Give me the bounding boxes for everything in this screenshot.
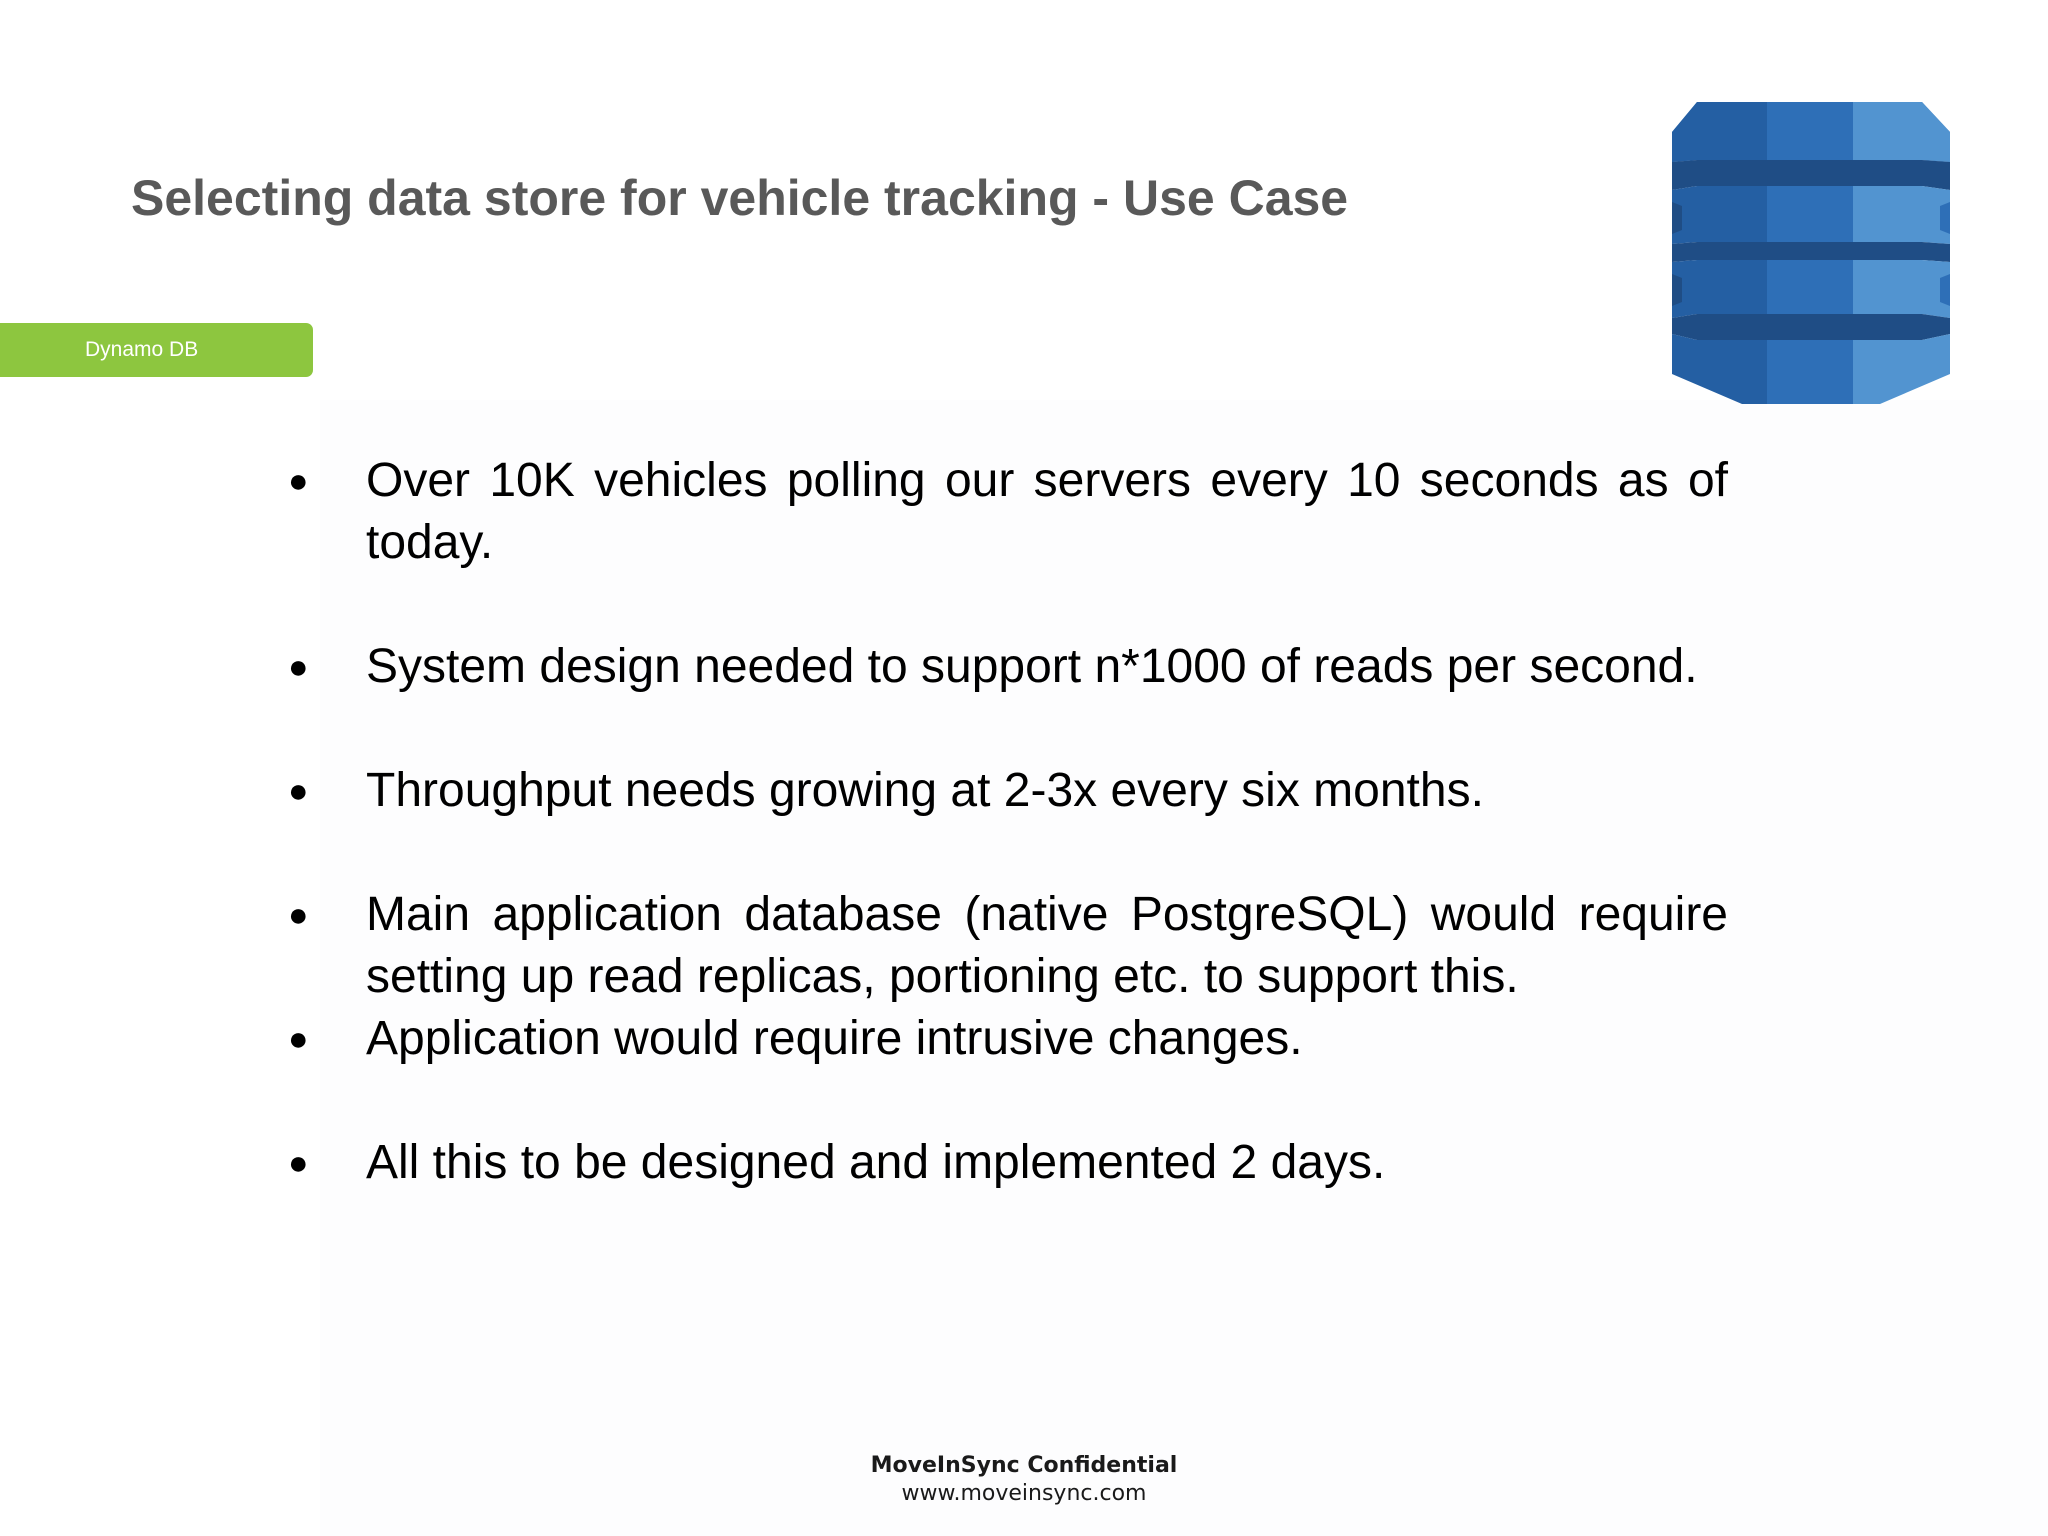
footer-website: www.moveinsync.com bbox=[901, 1481, 1147, 1506]
bullet-icon: ● bbox=[288, 1020, 309, 1058]
list-item bbox=[288, 450, 1728, 574]
list-item bbox=[288, 884, 1728, 1008]
dynamodb-database-icon bbox=[1672, 102, 1950, 404]
bullet-text: System design needed to support n*1000 of reads per second. bbox=[366, 640, 1698, 693]
bullet-text: Over 10K vehicles polling our servers every 10 seconds as of today. bbox=[366, 454, 1728, 569]
bullet-icon: ● bbox=[288, 462, 309, 500]
bullet-text: All this to be designed and implemented 2 days. bbox=[366, 1136, 1386, 1189]
bullet-icon: ● bbox=[288, 1144, 309, 1182]
footer-confidential: MoveInSync Confidential bbox=[870, 1453, 1178, 1478]
section-tag bbox=[0, 323, 313, 377]
slide-title: Selecting data store for vehicle tracking - Use Case bbox=[131, 170, 1349, 226]
bullet-icon: ● bbox=[288, 648, 309, 686]
bullet-text: Throughput needs growing at 2-3x every six months. bbox=[366, 764, 1484, 817]
bullet-text: Application would require intrusive changes. bbox=[366, 1012, 1303, 1065]
bullet-icon: ● bbox=[288, 896, 309, 934]
bullet-text: Main application database (native PostgreSQL) would require setting up read replicas, portioning etc. to support this. bbox=[366, 888, 1728, 1003]
list-item bbox=[288, 1008, 1728, 1070]
footer bbox=[0, 1452, 2048, 1508]
list-item bbox=[288, 1132, 1728, 1194]
list-item bbox=[288, 760, 1728, 822]
bullet-list bbox=[288, 450, 1728, 1194]
bullet-icon: ● bbox=[288, 772, 309, 810]
list-item bbox=[288, 636, 1728, 698]
section-tag-label: Dynamo DB bbox=[85, 338, 199, 361]
